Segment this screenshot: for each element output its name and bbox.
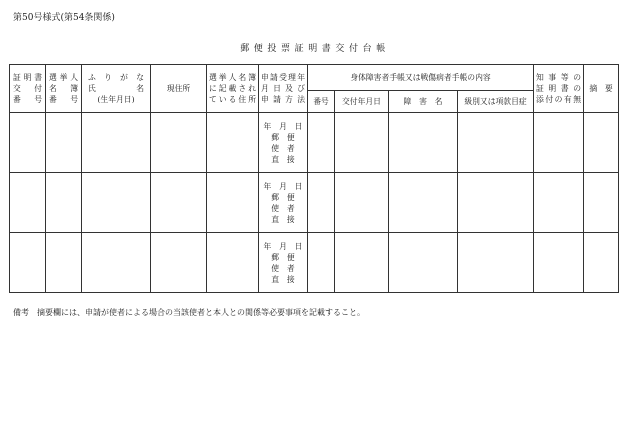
cell-grade[interactable]	[458, 173, 534, 233]
table-row	[10, 173, 619, 233]
cell-application-method[interactable]: 年 月 日 郵 便 使 者 直 接	[259, 233, 308, 293]
cell-grade[interactable]	[458, 233, 534, 293]
cell-elector-number[interactable]	[46, 233, 82, 293]
cell-address[interactable]	[151, 113, 207, 173]
header-handbook-number: 番号	[308, 91, 335, 113]
cell-remarks[interactable]	[584, 113, 619, 173]
cell-registered-address[interactable]	[207, 233, 259, 293]
cell-disability-name[interactable]	[389, 173, 458, 233]
header-certificate-attached: 知事等の 証明書の 添付の有無	[534, 65, 584, 113]
header-remarks: 摘 要	[584, 65, 619, 113]
cell-name[interactable]	[82, 233, 151, 293]
form-number: 第50号様式(第54条関係)	[13, 13, 115, 23]
cell-elector-number[interactable]	[46, 173, 82, 233]
cell-issue-date[interactable]	[335, 173, 389, 233]
cell-disability-name[interactable]	[389, 113, 458, 173]
table-row	[10, 113, 619, 173]
cell-cert-number[interactable]	[10, 173, 46, 233]
cell-cert-number[interactable]	[10, 233, 46, 293]
cell-remarks[interactable]	[584, 233, 619, 293]
cell-certificate-attached[interactable]	[534, 233, 584, 293]
cell-application-method[interactable]: 年 月 日 郵 便 使 者 直 接	[259, 113, 308, 173]
cell-handbook-number[interactable]	[308, 113, 335, 173]
header-elector-number: 選挙人 名 簿 番 号	[46, 65, 82, 113]
header-name: ふりがな 氏名 (生年月日)	[82, 65, 151, 113]
cell-handbook-number[interactable]	[308, 233, 335, 293]
footnote: 備考 摘要欄には、申請が使者による場合の当該使者と本人との関係等必要事項を記載すること。	[13, 308, 365, 317]
cell-remarks[interactable]	[584, 173, 619, 233]
cell-cert-number[interactable]	[10, 113, 46, 173]
cell-address[interactable]	[151, 173, 207, 233]
cell-application-method[interactable]: 年 月 日 郵 便 使 者 直 接	[259, 173, 308, 233]
page-title: 郵便投票証明書交付台帳	[240, 44, 390, 54]
cell-issue-date[interactable]	[335, 113, 389, 173]
cell-issue-date[interactable]	[335, 233, 389, 293]
header-registered-address: 選挙人名簿 に記載され ている住所	[207, 65, 259, 113]
cell-elector-number[interactable]	[46, 113, 82, 173]
cell-registered-address[interactable]	[207, 173, 259, 233]
cell-disability-name[interactable]	[389, 233, 458, 293]
header-disability-name: 障 害 名	[389, 91, 458, 113]
header-grade: 級別又は項款目症	[458, 91, 534, 113]
header-issue-date: 交付年月日	[335, 91, 389, 113]
register-table	[9, 64, 619, 293]
cell-name[interactable]	[82, 113, 151, 173]
cell-address[interactable]	[151, 233, 207, 293]
cell-certificate-attached[interactable]	[534, 113, 584, 173]
cell-certificate-attached[interactable]	[534, 173, 584, 233]
table-row	[10, 233, 619, 293]
cell-handbook-number[interactable]	[308, 173, 335, 233]
header-address: 現住所	[151, 65, 207, 113]
header-cert-number: 証明書 交 付 番 号	[10, 65, 46, 113]
cell-grade[interactable]	[458, 113, 534, 173]
cell-registered-address[interactable]	[207, 113, 259, 173]
header-application: 申請受理年 月日及び 申請方法	[259, 65, 308, 113]
header-handbook-group: 身体障害者手帳又は戦傷病者手帳の内容	[308, 65, 534, 91]
cell-name[interactable]	[82, 173, 151, 233]
